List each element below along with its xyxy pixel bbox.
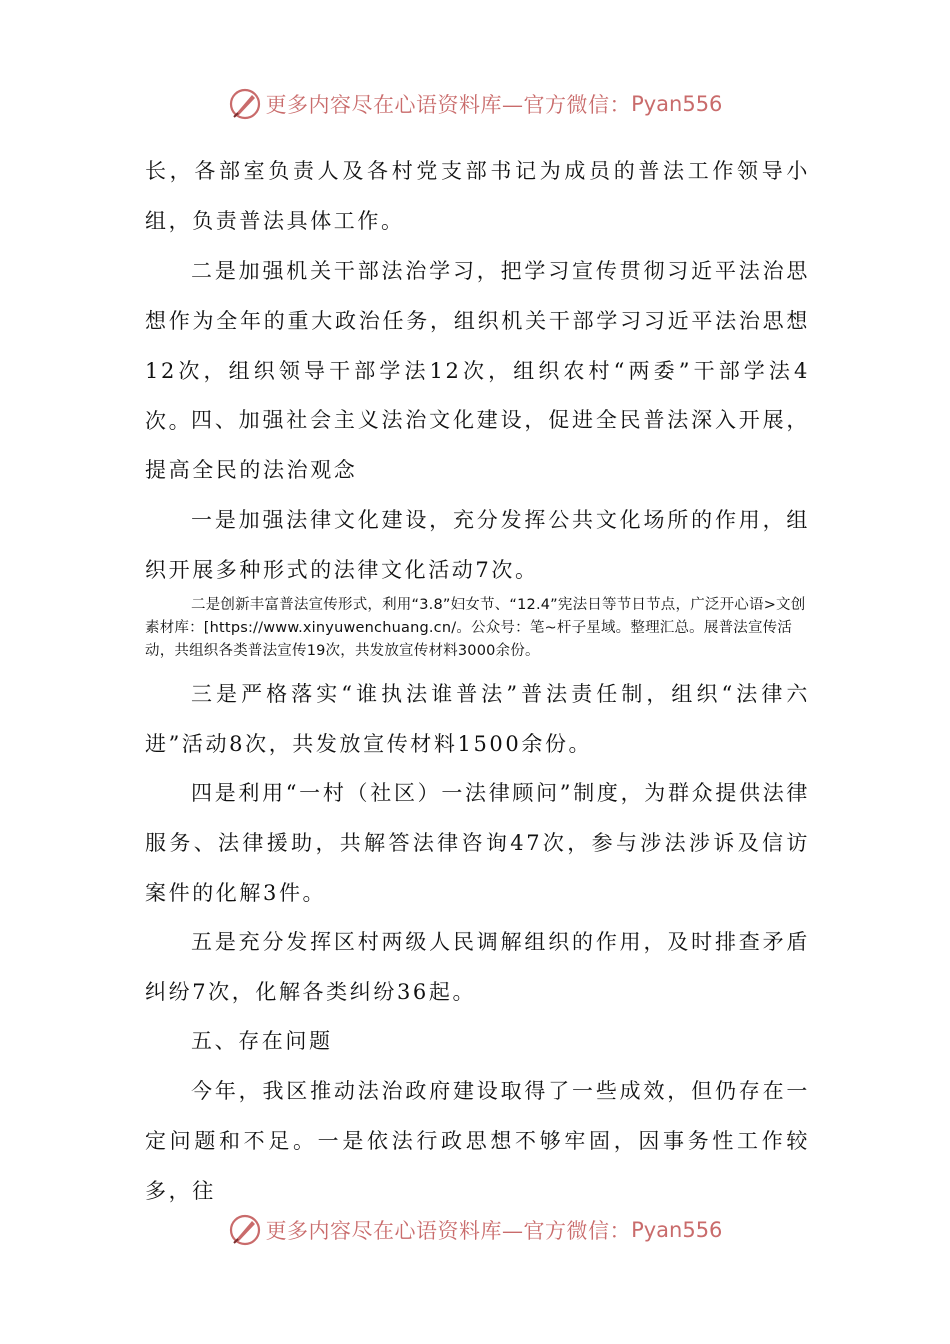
banner-text: 更多内容尽在心语资料库—官方微信：: [265, 1219, 632, 1243]
paragraph-responsibility: 三是严格落实“谁执法谁普法”普法责任制，组织“法律六进”活动8次，共发放宣传材料1500余份。: [145, 682, 810, 756]
footer-banner: [0, 1210, 950, 1250]
paragraph-legal-culture: 一是加强法律文化建设，充分发挥公共文化场所的作用，组织开展多种形式的法律文化活动7次。: [145, 508, 810, 582]
wechat-id: Pyan556: [631, 1218, 723, 1242]
quill-pen-logo-icon: [228, 1213, 262, 1247]
section-heading-5: 五、存在问题: [191, 1029, 333, 1053]
quill-pen-logo-icon: [228, 87, 262, 121]
paragraph-legal-advisor: 四是利用“一村（社区）一法律顾问”制度，为群众提供法律服务、法律援助，共解答法律咨询47次，参与涉法涉诉及信访案件的化解3件。: [145, 781, 810, 905]
wechat-id: Pyan556: [631, 92, 723, 116]
paragraph-mediation: 五是充分发挥区村两级人民调解组织的作用，及时排查矛盾纠纷7次，化解各类纠纷36起。: [145, 930, 810, 1004]
paragraph-publicity-forms: 二是创新丰富普法宣传形式，利用“3.8”妇女节、“12.4”宪法日等节日节点，广泛开心语>文创素材库：[https://www.xinyuwenchuang.cn/。公众号：笔~杆子星域。整理汇总。展普法宣传活动，共组织各类普法宣传19次，共发放宣传材料3000余份。: [145, 597, 806, 659]
banner-text: 更多内容尽在心语资料库—官方微信：: [265, 93, 632, 117]
header-banner: [0, 84, 950, 124]
paragraph-continuation: 长，各部室负责人及各村党支部书记为成员的普法工作领导小组，负责普法具体工作。: [145, 159, 810, 233]
paragraph-cadre-study: 二是加强机关干部法治学习，把学习宣传贯彻习近平法治思想作为全年的重大政治任务，组织机关干部学习习近平法治思想12次，组织领导干部学法12次，组织农村“两委”干部学法4次。: [145, 259, 810, 433]
section-heading-4: 四、加强社会主义法治文化建设，促进全民普法深入开展，提高全民的法治观念: [145, 408, 810, 482]
paragraph-problems: 今年，我区推动法治政府建设取得了一些成效，但仍存在一定问题和不足。一是依法行政思想不够牢固，因事务性工作较多，往: [145, 1079, 810, 1203]
